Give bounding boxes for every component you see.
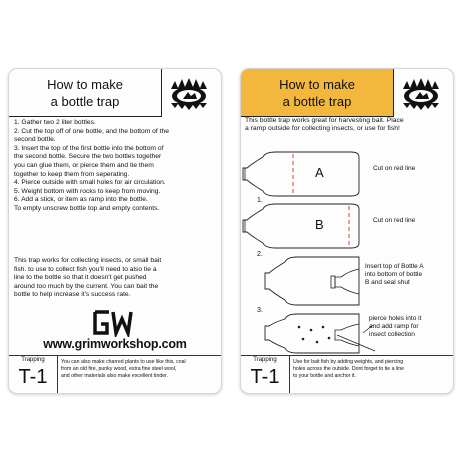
footer-note-line: holes across the outside. Dont forget to tie a line [293, 366, 405, 372]
step-number: 1. [257, 197, 263, 204]
holes-note-line: and add ramp for [369, 322, 419, 330]
title-line-2: a bottle trap [282, 94, 352, 109]
footer-note [61, 359, 217, 380]
paragraph-line: fish. to use to collect fish you'll need to also tie a [14, 265, 157, 273]
bottle-a-icon [243, 152, 359, 196]
insert-note-line: Insert top of Bottle A [365, 263, 424, 270]
footer-category: Trapping [21, 357, 45, 363]
title-box [9, 69, 162, 117]
card-footer [9, 355, 221, 394]
footer-note-line: to your bottle and anchor it. [293, 373, 356, 379]
bottle-b-label: B [315, 217, 324, 232]
bottle-diagram [241, 147, 453, 355]
paragraph-line: This trap works for collecting insects, or small bait [14, 257, 162, 264]
bottle-a-label: A [315, 165, 324, 180]
step-line: the second bottle. Secure the two bottles together [14, 153, 162, 161]
title-line-1: How to make [47, 77, 123, 92]
insert-note [365, 263, 451, 286]
step-line: 5. Weight bottom with rocks to keep from moving. [14, 187, 161, 195]
step-line: you can glue them, or pierce them and tie them [14, 161, 154, 169]
cut-note-b: Cut on red line [373, 217, 416, 224]
cut-note-a: Cut on red line [373, 165, 416, 172]
footer-tag [241, 356, 290, 394]
trap-bottle-icon [265, 314, 375, 353]
insert-note-line: B and seal shut [365, 278, 410, 286]
step-line: second bottle. [14, 136, 56, 144]
footer-note [293, 359, 449, 380]
usage-paragraph [14, 257, 218, 300]
left-card [8, 68, 222, 394]
instruction-steps [14, 119, 218, 214]
step-line: 2. Cut the top off of one bottle, and the bottom of the [14, 127, 169, 135]
intro-line: a ramp outside for collecting insects, or use for fish! [245, 125, 400, 133]
bottle-b-icon [243, 204, 359, 248]
step-line: 4. Pierce outside with small holes for air circulation. [14, 179, 166, 187]
right-card [240, 68, 454, 394]
footer-note-line: and other materials also make excellent tinder. [61, 373, 168, 379]
bear-trap-logo-icon [399, 75, 443, 111]
step-line: 6. Add a stick, or item as ramp into the bottle. [14, 196, 148, 204]
insert-note-line: into bottom of bottle [365, 270, 423, 278]
step-number: 2. [257, 251, 263, 258]
step-line: 3. Insert the top of the first bottle into the bottom of [14, 144, 164, 152]
intro-text [245, 117, 450, 134]
footer-tag [9, 356, 58, 394]
website-link[interactable]: www.grimworkshop.com [43, 337, 187, 351]
gw-logo-icon [85, 309, 141, 337]
paragraph-line: around too much by the current. You can bait the [14, 282, 159, 290]
intro-line: This bottle trap works great for harvesting bait. Place [245, 117, 404, 124]
footer-category: Trapping [253, 357, 277, 363]
title-box [241, 69, 394, 117]
footer-code: T-1 [18, 366, 48, 388]
footer-code: T-1 [250, 366, 280, 388]
bear-trap-logo-icon [167, 75, 211, 111]
footer-note-line: from an old fire, punky wood, extra fine steel wool, [61, 366, 177, 372]
combined-bottle-icon [265, 257, 359, 305]
paragraph-line: line to the bottle so that it doesn't get pushed [14, 274, 147, 282]
title-line-2: a bottle trap [50, 94, 120, 109]
step-line: To empty unscrew bottle top and empty contents. [14, 204, 160, 212]
holes-note [369, 315, 451, 338]
card-footer [241, 355, 453, 394]
footer-note-line: Use for bait fish by adding weights, and piercing [293, 359, 404, 365]
footer-note-line: You can also make charred plants to use like this, coal [61, 359, 186, 365]
step-line: 1. Gather two 2 liter bottles. [14, 119, 96, 126]
holes-note-line: insect collection [369, 330, 415, 338]
step-number: 3. [257, 307, 263, 314]
title-line-1: How to make [279, 77, 355, 92]
paragraph-line: bottle to help increase it's success rate. [14, 291, 131, 299]
step-line: together to keep them from seperating. [14, 170, 130, 178]
holes-note-line: pierce holes into it [369, 315, 422, 322]
